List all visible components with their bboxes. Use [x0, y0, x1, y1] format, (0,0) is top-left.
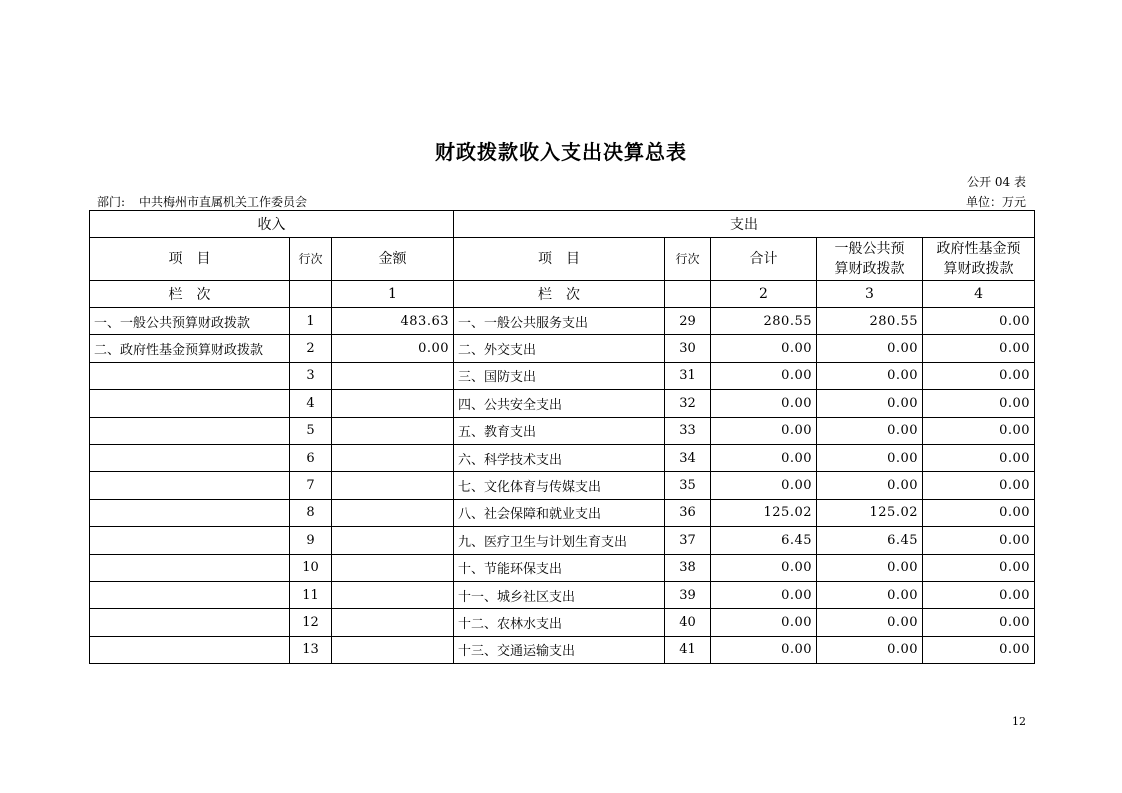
expense-item-cell: 一、一般公共服务支出	[454, 308, 665, 335]
total-cell: 0.00	[711, 362, 817, 389]
income-col-index-blank	[290, 281, 332, 308]
expense-row-no-cell: 33	[665, 417, 711, 444]
expense-row-no-cell: 37	[665, 527, 711, 554]
fund-budget-cell: 0.00	[923, 527, 1035, 554]
fund-budget-cell: 0.00	[923, 636, 1035, 663]
income-row-no-cell: 12	[290, 609, 332, 636]
expense-item-cell: 五、教育支出	[454, 417, 665, 444]
income-row-no-cell: 4	[290, 390, 332, 417]
total-cell: 0.00	[711, 390, 817, 417]
expense-col-index-label: 栏 次	[454, 281, 665, 308]
income-amount-cell	[332, 362, 454, 389]
col-index-1: 1	[332, 281, 454, 308]
total-cell: 0.00	[711, 581, 817, 608]
expense-item-cell: 六、科学技术支出	[454, 444, 665, 471]
income-amount-cell	[332, 609, 454, 636]
income-row-no-cell: 13	[290, 636, 332, 663]
income-row-no-cell: 6	[290, 444, 332, 471]
fund-budget-cell: 0.00	[923, 609, 1035, 636]
table-row	[90, 554, 1035, 581]
form-number: 公开 04 表	[967, 175, 1026, 189]
fund-budget-cell: 0.00	[923, 554, 1035, 581]
expense-row-no-cell: 40	[665, 609, 711, 636]
expense-item-cell: 八、社会保障和就业支出	[454, 499, 665, 526]
table-row	[90, 527, 1035, 554]
table-row	[90, 390, 1035, 417]
general-budget-cell: 0.00	[817, 581, 923, 608]
income-amount-cell: 0.00	[332, 335, 454, 362]
total-cell: 0.00	[711, 335, 817, 362]
income-item-cell	[90, 362, 290, 389]
total-header: 合计	[711, 238, 817, 281]
fund-budget-cell: 0.00	[923, 362, 1035, 389]
general-budget-header-line1: 一般公共预	[834, 241, 905, 257]
income-amount-cell	[332, 554, 454, 581]
page-title: 财政拨款收入支出决算总表	[435, 140, 687, 164]
income-row-no-cell: 11	[290, 581, 332, 608]
expense-item-cell: 十二、农林水支出	[454, 609, 665, 636]
general-budget-cell: 0.00	[817, 417, 923, 444]
income-item-cell	[90, 581, 290, 608]
income-amount-cell	[332, 417, 454, 444]
total-cell: 125.02	[711, 499, 817, 526]
expense-row-no-header: 行次	[665, 238, 711, 281]
expense-item-cell: 三、国防支出	[454, 362, 665, 389]
expense-row-no-cell: 35	[665, 472, 711, 499]
income-section-header: 收入	[90, 211, 454, 238]
fund-budget-cell: 0.00	[923, 390, 1035, 417]
income-row-no-cell: 9	[290, 527, 332, 554]
income-item-header: 项 目	[90, 238, 290, 281]
general-budget-cell: 0.00	[817, 609, 923, 636]
fund-budget-cell: 0.00	[923, 444, 1035, 471]
income-amount-cell: 483.63	[332, 308, 454, 335]
income-item-cell	[90, 417, 290, 444]
income-amount-cell	[332, 472, 454, 499]
page-number: 12	[1012, 715, 1026, 728]
table-row	[90, 444, 1035, 471]
table-row	[90, 499, 1035, 526]
expense-item-cell: 九、医疗卫生与计划生育支出	[454, 527, 665, 554]
table-row	[90, 636, 1035, 663]
expense-row-no-cell: 39	[665, 581, 711, 608]
table-row	[90, 335, 1035, 362]
income-item-cell	[90, 472, 290, 499]
general-budget-cell: 0.00	[817, 390, 923, 417]
general-budget-cell: 0.00	[817, 554, 923, 581]
department-label: 部门:	[97, 195, 126, 209]
income-row-no-cell: 10	[290, 554, 332, 581]
expense-col-index-blank	[665, 281, 711, 308]
table-row	[90, 472, 1035, 499]
expense-row-no-cell: 29	[665, 308, 711, 335]
section-header-row	[90, 211, 1035, 238]
expense-item-cell: 七、文化体育与传媒支出	[454, 472, 665, 499]
income-amount-cell	[332, 444, 454, 471]
general-budget-header	[817, 238, 923, 281]
general-budget-cell: 0.00	[817, 444, 923, 471]
table-row	[90, 581, 1035, 608]
income-item-cell	[90, 609, 290, 636]
amount-header: 金额	[332, 238, 454, 281]
expense-row-no-cell: 36	[665, 499, 711, 526]
income-row-no-cell: 3	[290, 362, 332, 389]
fund-budget-cell: 0.00	[923, 499, 1035, 526]
income-item-cell: 二、政府性基金预算财政拨款	[90, 335, 290, 362]
total-cell: 0.00	[711, 554, 817, 581]
department-line	[97, 193, 307, 210]
total-cell: 6.45	[711, 527, 817, 554]
general-budget-cell: 0.00	[817, 472, 923, 499]
expense-row-no-cell: 31	[665, 362, 711, 389]
total-cell: 0.00	[711, 636, 817, 663]
income-row-no-cell: 2	[290, 335, 332, 362]
income-row-no-cell: 8	[290, 499, 332, 526]
income-amount-cell	[332, 581, 454, 608]
expense-item-header: 项 目	[454, 238, 665, 281]
income-amount-cell	[332, 636, 454, 663]
expense-item-cell: 四、公共安全支出	[454, 390, 665, 417]
table-row	[90, 362, 1035, 389]
expense-row-no-cell: 34	[665, 444, 711, 471]
income-amount-cell	[332, 499, 454, 526]
expense-item-cell: 十一、城乡社区支出	[454, 581, 665, 608]
total-cell: 280.55	[711, 308, 817, 335]
income-row-no-cell: 5	[290, 417, 332, 444]
fund-budget-header	[923, 238, 1035, 281]
income-row-no-cell: 7	[290, 472, 332, 499]
fund-budget-cell: 0.00	[923, 581, 1035, 608]
general-budget-cell: 280.55	[817, 308, 923, 335]
total-cell: 0.00	[711, 472, 817, 499]
income-item-cell	[90, 527, 290, 554]
col-index-4: 4	[923, 281, 1035, 308]
expense-row-no-cell: 30	[665, 335, 711, 362]
expense-item-cell: 十、节能环保支出	[454, 554, 665, 581]
col-index-3: 3	[817, 281, 923, 308]
column-header-row	[90, 238, 1035, 281]
expense-row-no-cell: 32	[665, 390, 711, 417]
department-name: 中共梅州市直属机关工作委员会	[139, 195, 308, 209]
income-item-cell: 一、一般公共预算财政拨款	[90, 308, 290, 335]
income-item-cell	[90, 499, 290, 526]
income-item-cell	[90, 444, 290, 471]
general-budget-cell: 125.02	[817, 499, 923, 526]
expense-row-no-cell: 41	[665, 636, 711, 663]
fund-budget-header-line2: 算财政拨款	[943, 261, 1014, 277]
total-cell: 0.00	[711, 444, 817, 471]
income-col-index-label: 栏 次	[90, 281, 290, 308]
expense-item-cell: 二、外交支出	[454, 335, 665, 362]
income-item-cell	[90, 636, 290, 663]
fund-budget-header-line1: 政府性基金预	[936, 241, 1021, 257]
col-index-2: 2	[711, 281, 817, 308]
column-index-row	[90, 281, 1035, 308]
income-row-no-header: 行次	[290, 238, 332, 281]
general-budget-cell: 0.00	[817, 636, 923, 663]
budget-table	[89, 210, 1035, 664]
total-cell: 0.00	[711, 417, 817, 444]
expense-section-header: 支出	[454, 211, 1035, 238]
income-amount-cell	[332, 527, 454, 554]
general-budget-cell: 6.45	[817, 527, 923, 554]
income-item-cell	[90, 554, 290, 581]
income-row-no-cell: 1	[290, 308, 332, 335]
expense-item-cell: 十三、交通运输支出	[454, 636, 665, 663]
table-row	[90, 417, 1035, 444]
income-item-cell	[90, 390, 290, 417]
fund-budget-cell: 0.00	[923, 472, 1035, 499]
fund-budget-cell: 0.00	[923, 417, 1035, 444]
table-row	[90, 308, 1035, 335]
fund-budget-cell: 0.00	[923, 335, 1035, 362]
general-budget-cell: 0.00	[817, 362, 923, 389]
unit-label: 单位：万元	[965, 195, 1026, 209]
expense-row-no-cell: 38	[665, 554, 711, 581]
table-row	[90, 609, 1035, 636]
fund-budget-cell: 0.00	[923, 308, 1035, 335]
general-budget-cell: 0.00	[817, 335, 923, 362]
general-budget-header-line2: 算财政拨款	[834, 261, 905, 277]
total-cell: 0.00	[711, 609, 817, 636]
income-amount-cell	[332, 390, 454, 417]
